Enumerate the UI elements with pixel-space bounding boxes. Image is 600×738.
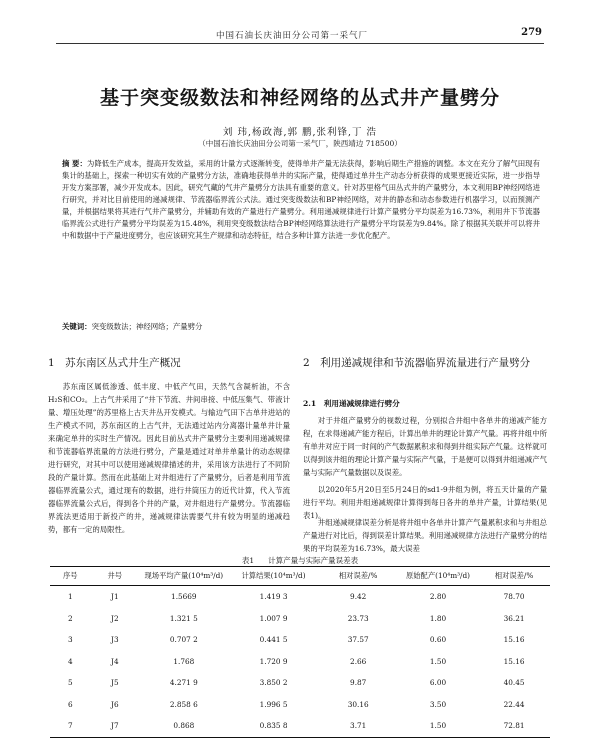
cell-well: J6: [111, 699, 119, 709]
table-row: [50, 672, 550, 694]
header-relative-error: 相对误差/%: [318, 567, 398, 586]
cell-index: 4: [67, 656, 73, 666]
cell-relative-error-2: 15.16: [503, 635, 525, 645]
cell-relative-error: 30.16: [347, 699, 369, 709]
abstract-text: 为降低生产成本，提高开发效益，采用的计量方式逐渐转变，使得单井产量无法获得，影响后期生产措施的调整。本文在充分了解气田现有集计的基础上，探索一种切实有效的产量劈分方法，准确地获得单井的实际产量，使得通过单井生产动态分析获得的成果更接近实际，进一步指导开发方案部署，减少开发成本。因此，研究气藏的气井产量劈分方法具有重要的意义。针对苏里格气田丛式井的产量劈分，本文利用BP神经网络进行研究，并对比目前使用的递减规律、节流器临界流公式法。通过突变级数法和BP神经网络，对井的静态和动态参数进行机器学习，以而预测产量，并根据结果将其进行气井产量劈分，并辅助有效的产量进行产量劈分。利用递减规律进行计算产量劈分平均误差为16.73%，利用井下节流器临界流公式进行产量劈分平均误差为15.48%，利用突变级数法结合BP神经网络算法进行产量劈分平均误差为9.84%。除了根据其关联并可以将井中和数据中于产量进度劈分，也应该研究其生产规律和动态特征，结合多种计算方法进一步优化配产。: [62, 159, 540, 240]
author-list: 刘 玮,杨政海,郭 鹏,张利锋,丁 浩: [222, 127, 378, 138]
cell-well: J2: [111, 613, 119, 623]
section-2-heading: 2 利用递减规律和节流器临界流量进行产量劈分: [303, 357, 531, 369]
section-2-1-paragraph-2: 以2020年5月20日至5月24日的sd1-9井组为例，将五天计量的产量进行平均。利用井组递减规律计算得到每日各井的单井产量，计算结果(见表1)。: [303, 485, 547, 520]
table-row: [50, 715, 550, 737]
cell-calculated: 1.419 3: [259, 592, 288, 602]
cell-index: 6: [67, 699, 73, 709]
cell-relative-error-2: 72.81: [478, 715, 550, 737]
cell-field-average: 4.271 9: [169, 678, 198, 688]
header-calculated: 计算结果(10⁴m³/d): [229, 567, 319, 586]
cell-original-allocation: 2.80: [429, 592, 447, 602]
cell-original-allocation: 0.60: [429, 635, 447, 645]
cell-calculated: 1.996 5: [259, 699, 288, 709]
cell-original-allocation: 1.50: [398, 715, 478, 737]
table-row: [50, 608, 550, 630]
table-body: [50, 586, 550, 738]
cell-field-average: 1.321 5: [169, 613, 198, 623]
cell-well: J7: [91, 715, 139, 737]
section-1-body: [48, 380, 290, 536]
cell-well: J1: [111, 592, 119, 602]
cell-calculated: 0.835 8: [229, 715, 319, 737]
keywords-text: 突变级数法；神经网络；产量劈分: [91, 322, 203, 331]
cell-original-allocation: 1.50: [429, 656, 447, 666]
cell-calculated: 1.007 9: [259, 613, 288, 623]
cell-calculated: 1.720 9: [259, 656, 288, 666]
cell-relative-error: 23.73: [347, 613, 369, 623]
section-2-1-body-1: [303, 414, 547, 479]
table-row: [50, 629, 550, 651]
running-header: [56, 27, 544, 44]
section-1-paragraph: 苏东南区属低渗透、低丰度、中低产气田，天然气含凝析油，不含H₂S和CO₂。上古气井采用了“井下节流、井间串接、中低压集气、带液计量、增压处理”的苏里格上古天井丛开发模式。与输边气田下古单井进站的生产模式不同，苏东南区的上古气井，无法通过站内分离器计量单井计量来确定单井的实时生产情况。因此目前丛式井产量劈分主要利用递减规律和节流器临界流量的方法进行劈分，产量是通过对单井单量计的动态规律进行研究，对其中可以使用递减规律描述的井，采用该方法进行了不同阶段的产量计算。然而在此基础上对井组进行了产量劈分，后者是利用节流器临界流量公式，通过现有的数据，进行井筒压力的近代计算，代入节流器临界流量公式后，得到各个井的产量，对井组进行产量劈分。节流器临界流法更适用于新投产的井，递减规律法需要气井有较为明显的递减趋势，都有一定的局限性。: [48, 382, 290, 534]
cell-original-allocation: 1.80: [429, 613, 447, 623]
cell-relative-error: 9.42: [350, 592, 367, 602]
cell-relative-error-2: 36.21: [503, 613, 525, 623]
cell-index: 7: [50, 715, 91, 737]
cell-relative-error: 37.57: [347, 635, 369, 645]
cell-index: 2: [67, 613, 73, 623]
cell-index: 1: [67, 592, 73, 602]
header-original-allocation: 原始配产(10⁴m³/d): [398, 567, 478, 586]
cell-field-average: 2.858 6: [169, 699, 198, 709]
cell-field-average: 1.5669: [171, 592, 197, 602]
keywords: [62, 321, 540, 333]
page-number: 279: [521, 27, 542, 38]
production-error-table: [50, 566, 550, 738]
keywords-label: 关键词：: [62, 322, 92, 331]
cell-well: J5: [111, 678, 119, 688]
cell-field-average: 0.707 2: [169, 635, 198, 645]
section-2-1-heading: 2.1 利用递减规律进行劈分: [303, 399, 400, 408]
cell-well: J3: [111, 635, 119, 645]
journal-name: 中国石油长庆油田分公司第一采气厂: [216, 31, 369, 41]
cell-calculated: 3.850 2: [259, 678, 288, 688]
section-2-1-paragraph-1: 对于井组产量劈分的视数过程，分别拟合井组中各单井的递减产能方程，在求得递减产能方程后，计算出单井的理论计算产气量。再将井组中所有单井对应于同一时间的产气数据累积求和得到井组实际产气量。这样就可以得到该井组的理论计算产量与实际产气量，于是便可以得到井组递减产气量与实际产气量数据以及误差。: [303, 416, 547, 477]
header-index: 序号: [50, 567, 91, 586]
section-2-1-body-3: [303, 516, 547, 555]
cell-index: 3: [67, 635, 73, 645]
cell-calculated: 0.441 5: [259, 635, 288, 645]
cell-relative-error: 3.71: [318, 715, 398, 737]
section-1-heading: 1 苏东南区丛式井生产概况: [48, 357, 181, 369]
table-row: [50, 651, 550, 673]
cell-original-allocation: 3.50: [429, 699, 447, 709]
cell-relative-error-2: 22.44: [503, 699, 525, 709]
cell-relative-error-2: 40.45: [503, 678, 525, 688]
cell-relative-error-2: 15.16: [503, 656, 525, 666]
table-number: 表1: [241, 556, 255, 565]
table-row: [50, 694, 550, 716]
cell-relative-error: 9.87: [350, 678, 367, 688]
table-header-row: [50, 567, 550, 586]
cell-relative-error-2: 78.70: [503, 592, 525, 602]
section-2-1-paragraph-3: 井组递减规律误差分析是将井组中各单井计算产气量累积求和与井组总产量进行对比后，得到误差计算结果。利用递减规律方法进行产量劈分的结果的平均误差为16.73%，最大误差: [303, 518, 547, 553]
abstract-label: 摘 要：: [62, 159, 87, 168]
cell-field-average: 1.768: [173, 656, 195, 666]
author-affiliation: （中国石油长庆油田分公司第一采气厂，陕西靖边 718500）: [198, 139, 402, 148]
cell-index: 5: [67, 678, 73, 688]
header-field-average: 现场平均产量(10⁴m³/d): [139, 567, 229, 586]
cell-relative-error: 2.66: [350, 656, 367, 666]
cell-well: J4: [111, 656, 119, 666]
article-title: 基于突变级数法和神经网络的丛式井产量劈分: [99, 87, 500, 109]
table-title: 计算产量与实际产量误差表: [268, 556, 359, 565]
abstract: [62, 158, 540, 242]
header-well: 井号: [91, 567, 139, 586]
cell-original-allocation: 6.00: [429, 678, 447, 688]
table-caption: [50, 555, 550, 566]
table-row: [50, 586, 550, 608]
cell-field-average: 0.868: [139, 715, 229, 737]
header-relative-error-2: 相对误差/%: [478, 567, 550, 586]
